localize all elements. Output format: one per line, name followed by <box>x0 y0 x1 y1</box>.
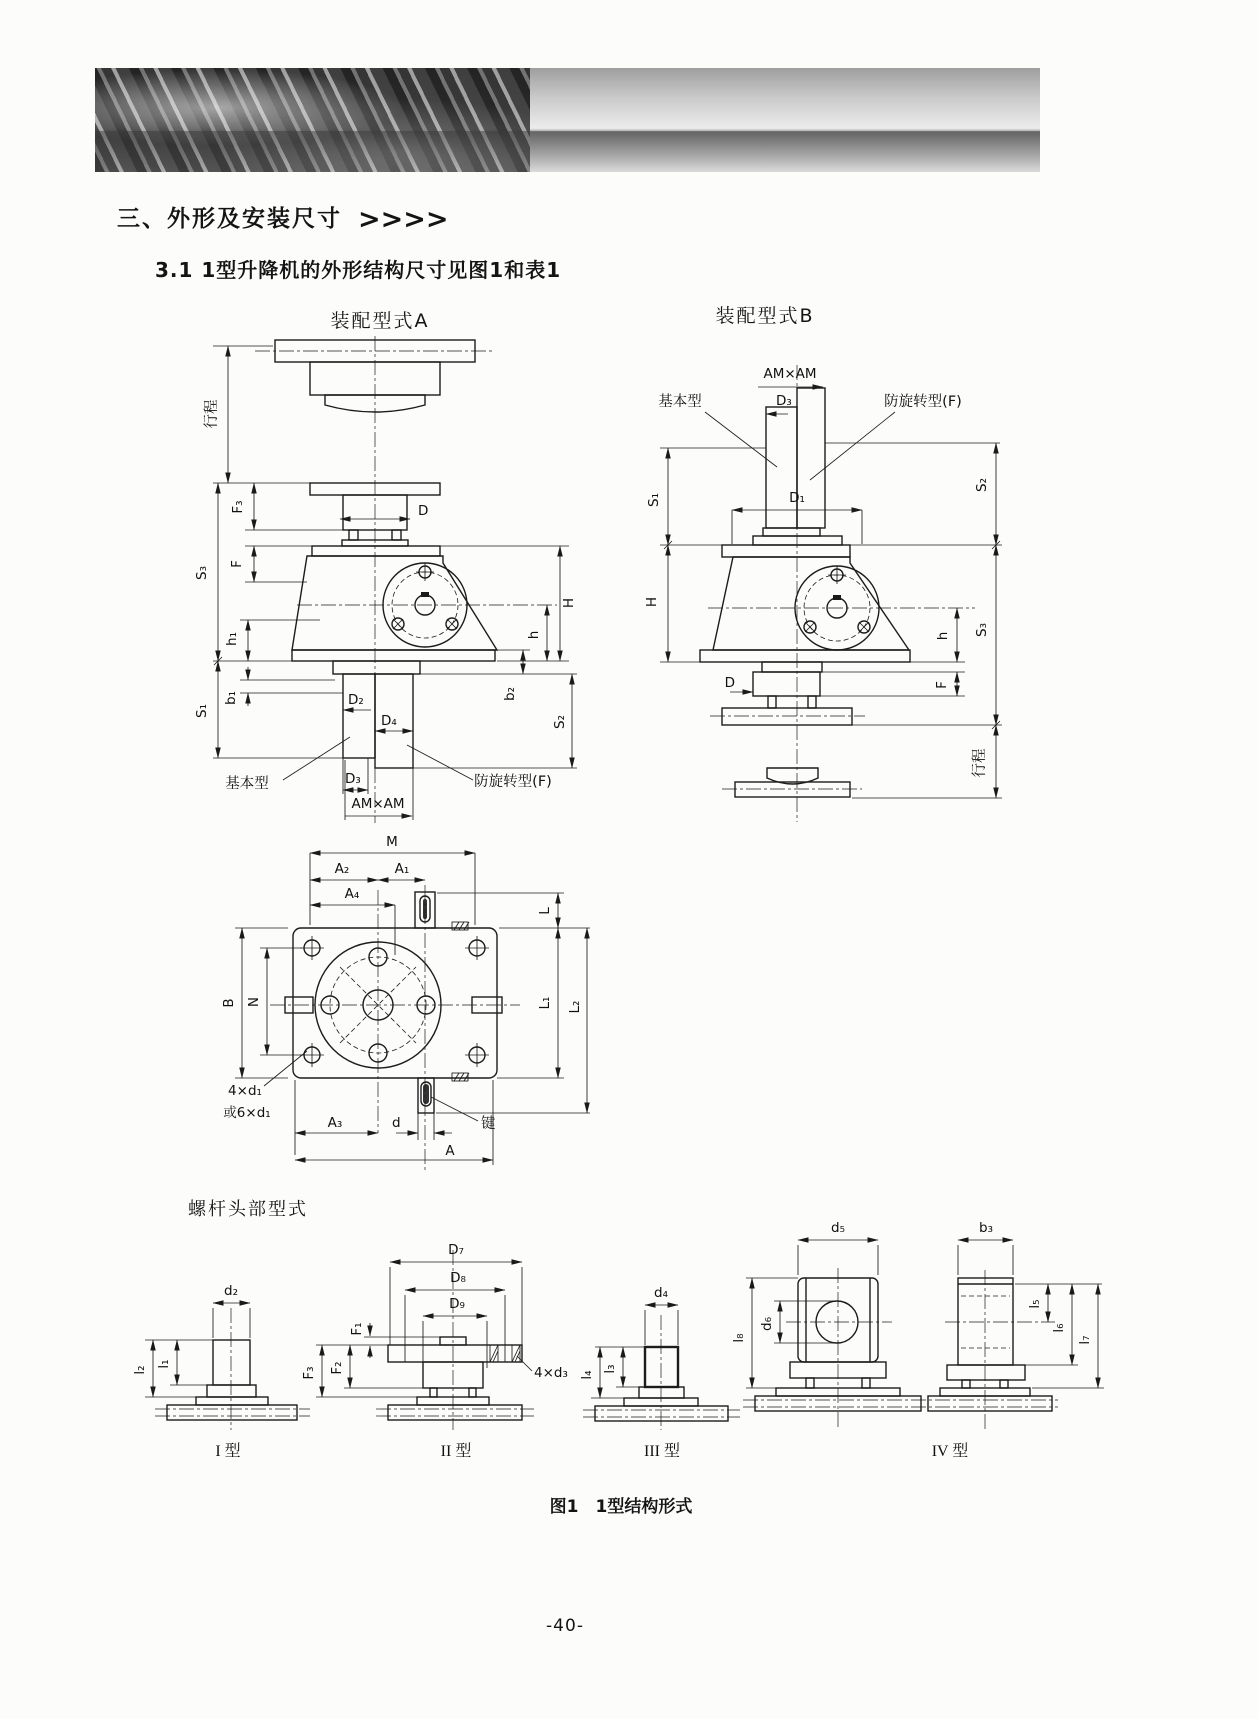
callout-key: 键 <box>481 1116 496 1132</box>
dim-label-A1: A₁ <box>394 861 410 877</box>
head-type-1 <box>132 1283 310 1460</box>
dim-label-F: F <box>934 681 950 689</box>
head-type-2 <box>301 1242 568 1460</box>
dim-label-d5: d₅ <box>831 1220 845 1236</box>
dim-label-D7: D₇ <box>448 1242 464 1258</box>
dim-label-D1: D₁ <box>789 490 805 506</box>
top-view-structure <box>285 892 502 1113</box>
screw-head-types-drawing <box>100 1190 1160 1480</box>
section-title <box>117 200 449 235</box>
assembly-b-dimensions <box>660 387 1002 798</box>
dim-label-b1: b₁ <box>223 691 239 705</box>
dim-label-d: d <box>392 1115 401 1131</box>
dim-label-H: H <box>644 596 660 608</box>
section-marker-chevrons: >>>> <box>358 204 449 235</box>
section-title-text: 三、外形及安装尺寸 <box>117 206 342 232</box>
dim-label-D: D <box>724 675 735 691</box>
dim-label-l2: l₂ <box>132 1365 148 1375</box>
banner-gradient-band <box>95 131 1040 172</box>
head-type-1-caption: I 型 <box>215 1443 241 1460</box>
head-type-2-caption: II 型 <box>440 1443 472 1460</box>
dim-label-b3: b₃ <box>979 1220 993 1236</box>
dim-label-S1: S₁ <box>646 493 662 507</box>
dim-label-A2: A₂ <box>334 861 350 877</box>
worm-shaft-bottom <box>418 1078 434 1113</box>
dim-label-h1: h₁ <box>224 632 240 646</box>
dim-label-l4: l₄ <box>579 1370 595 1380</box>
callout-basic-type: 基本型 <box>658 394 702 410</box>
head-type-3-caption: III 型 <box>644 1443 680 1460</box>
top-view-drawing <box>190 755 590 1175</box>
dim-label-S2: S₂ <box>552 715 568 729</box>
dim-label-stroke: 行程 <box>972 748 988 778</box>
dim-label-D: D <box>418 503 429 519</box>
dim-label-A4: A₄ <box>344 886 360 902</box>
corner-bolt-holes <box>300 936 489 1067</box>
dim-label-D3: D₃ <box>345 771 361 787</box>
dim-label-l5: l₅ <box>1027 1299 1043 1309</box>
assembly-a-dimensions <box>213 346 577 820</box>
dim-label-S3: S₃ <box>194 566 210 580</box>
dim-label-h: h <box>935 631 951 641</box>
head-type-3 <box>579 1285 740 1460</box>
hatch-marks <box>452 922 469 1081</box>
callout-4xd1: 4×d₁ <box>228 1083 262 1099</box>
callout-anti-rotation: 防旋转型(F) <box>884 394 962 410</box>
dim-label-H: H <box>561 597 577 609</box>
dim-label-F1: F₁ <box>349 1322 365 1336</box>
head-type-4-caption: IV 型 <box>931 1443 969 1460</box>
assembly-b-structure <box>700 388 910 797</box>
page-number: -40- <box>546 1616 584 1636</box>
assembly-b-title: 装配型式B <box>715 305 815 327</box>
dim-label-D3: D₃ <box>776 393 792 409</box>
callout-4xd3: 4×d₃ <box>534 1365 568 1381</box>
assembly-a-labels <box>194 399 577 812</box>
dim-label-F3: F₃ <box>301 1366 317 1380</box>
dim-label-l7: l₇ <box>1077 1335 1093 1345</box>
dim-label-L: L <box>537 907 553 915</box>
dim-label-D4: D₄ <box>381 713 397 729</box>
dim-label-l1: l₁ <box>156 1359 172 1369</box>
dim-label-L1: L₁ <box>537 996 553 1010</box>
dim-label-AM: AM×AM <box>763 366 817 382</box>
dim-label-d4: d₄ <box>654 1285 668 1301</box>
dim-label-A3: A₃ <box>327 1115 343 1131</box>
dim-label-h: h <box>526 630 542 640</box>
dim-label-D2: D₂ <box>348 692 364 708</box>
assembly-a-structure <box>275 340 497 768</box>
dim-label-d6: d₆ <box>759 1317 775 1331</box>
dim-label-d2: d₂ <box>224 1283 238 1299</box>
dim-label-M: M <box>386 834 398 850</box>
screw-head-section-heading: 螺杆头部型式 <box>188 1199 308 1220</box>
callout-6xd1: 或6×d₁ <box>223 1105 271 1121</box>
dim-label-D9: D₉ <box>449 1296 465 1312</box>
dim-label-b2: b₂ <box>502 687 518 701</box>
dim-label-F: F <box>229 560 245 568</box>
top-view-labels <box>221 834 583 1159</box>
dim-label-A: A <box>445 1143 455 1159</box>
dim-label-F3: F₃ <box>230 500 246 514</box>
dim-label-S2: S₂ <box>974 478 990 492</box>
dim-label-S1: S₁ <box>194 704 210 718</box>
dim-label-stroke: 行程 <box>204 399 220 429</box>
dim-label-l8: l₈ <box>731 1333 747 1343</box>
dim-label-l3: l₃ <box>602 1364 618 1374</box>
head-type-4 <box>731 1220 1104 1460</box>
assembly-b-drawing <box>590 330 1010 830</box>
subsection-title: 3.1 1型升降机的外形结构尺寸见图1和表1 <box>155 258 562 282</box>
callout-basic-type: 基本型 <box>225 776 269 792</box>
assembly-b-centerlines <box>708 365 975 822</box>
dim-label-L2: L₂ <box>567 1000 583 1014</box>
figure-caption: 图1 1型结构形式 <box>549 1497 693 1517</box>
dim-label-l6: l₆ <box>1051 1323 1067 1333</box>
header-banner <box>95 68 1040 172</box>
dim-label-S3: S₃ <box>974 623 990 637</box>
assembly-a-title: 装配型式A <box>330 310 430 332</box>
dim-label-N: N <box>246 996 262 1008</box>
dim-label-F2: F₂ <box>329 1361 345 1375</box>
dim-label-B: B <box>221 998 237 1008</box>
dim-label-D8: D₈ <box>450 1270 466 1286</box>
dim-label-AM: AM×AM <box>351 796 405 812</box>
callout-anti-rotation: 防旋转型(F) <box>474 774 552 790</box>
